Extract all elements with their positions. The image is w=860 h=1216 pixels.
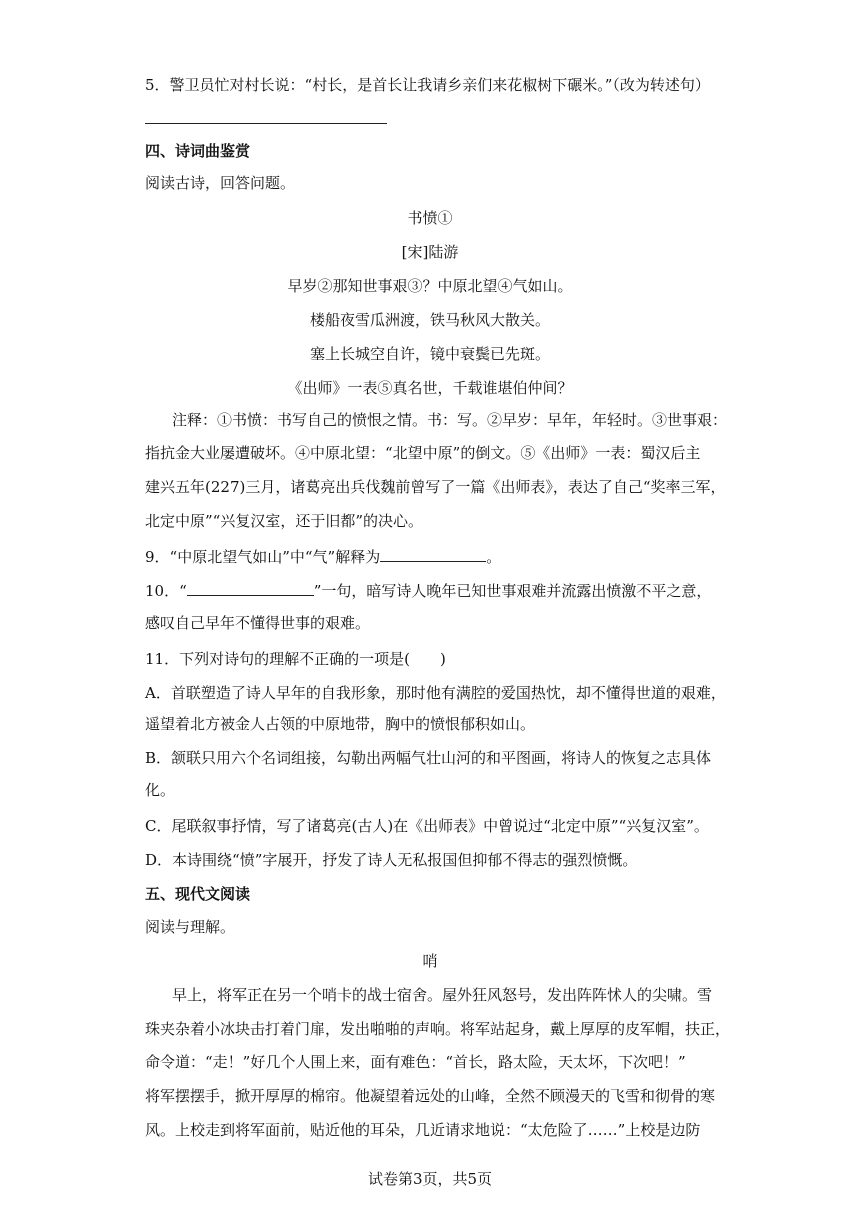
- article-line: 命令道：“走！”好几个人围上来，面有难色：“首长，路太险，天太坏，下次吧！”: [145, 1053, 686, 1071]
- question-5: 5．警卫员忙对村长说：“村长，是首长让我请乡亲们来花椒树下碾米。”（改为转述句）: [145, 76, 710, 94]
- option-b-continued: 化。: [145, 781, 176, 799]
- section-5-instruction: 阅读与理解。: [145, 918, 236, 936]
- question-10-text: ”一句，暗写诗人晚年已知世事艰难并流露出愤激不平之意，: [313, 582, 712, 600]
- poem-title: 书愤①: [407, 209, 453, 227]
- question-9: [145, 546, 501, 568]
- question-10-prefix: 10．“: [145, 582, 187, 600]
- section-5-title: 五、现代文阅读: [145, 885, 251, 903]
- page-footer: 试卷第3页，共5页: [367, 1170, 493, 1188]
- question-9-end: 。: [486, 548, 502, 566]
- poem-note-line: 北定中原”“兴复汉室，还于旧都”的决心。: [145, 512, 424, 530]
- article-line: 将军摆摆手，掀开厚厚的棉帘。他凝望着远处的山峰，全然不顾漫天的飞雪和彻骨的寒: [145, 1087, 716, 1105]
- article-title: 哨: [422, 952, 438, 970]
- section-4-instruction: 阅读古诗，回答问题。: [145, 174, 296, 192]
- answer-blank-10[interactable]: [187, 580, 314, 596]
- question-10: [145, 580, 711, 602]
- poem-author: [宋]陆游: [401, 243, 459, 261]
- poem-note-line: 注释：①书愤：书写自己的愤恨之情。书：写。②早岁：早年，年轻时。③世事艰：: [172, 411, 728, 429]
- poem-note-line: 建兴五年(227)三月，诸葛亮出兵伐魏前曾写了一篇《出师表》，表达了自己“奖率三军，: [145, 478, 726, 496]
- answer-line-5: [145, 123, 387, 124]
- poem-line: 楼船夜雪瓜洲渡，铁马秋风大散关。: [309, 311, 550, 329]
- option-d: D．本诗围绕“愤”字展开，抒发了诗人无私报国但抑郁不得志的强烈愤慨。: [145, 851, 638, 869]
- option-a: A．首联塑造了诗人早年的自我形象，那时他有满腔的爱国热忱，却不懂得世道的艰难，: [145, 684, 726, 702]
- poem-note-line: 指抗金大业屡遭破坏。④中原北望：“北望中原”的倒文。⑤《出师》一表：蜀汉后主: [145, 444, 701, 462]
- section-4-title: 四、诗词曲鉴赏: [145, 142, 251, 160]
- option-c: C．尾联叙事抒情，写了诸葛亮(古人)在《出师表》中曾说过“北定中原”“兴复汉室”。: [145, 817, 709, 835]
- question-10-line-2: 感叹自己早年不懂得世事的艰难。: [145, 614, 371, 632]
- poem-line: 塞上长城空自许，镜中衰鬓已先斑。: [309, 345, 550, 363]
- question-9-text: 9．“中原北望气如山”中“气”解释为: [145, 548, 381, 566]
- article-line: 珠夹杂着小冰块击打着门扉，发出啪啪的声响。将军站起身，戴上厚厚的皮军帽，扶正，: [145, 1020, 731, 1038]
- article-line: 风。上校走到将军面前，贴近他的耳朵，几近请求地说：“太危险了……”上校是边防: [145, 1121, 701, 1139]
- article-line: 早上，将军正在另一个哨卡的战士宿舍。屋外狂风怒号，发出阵阵怵人的尖啸。雪: [172, 986, 713, 1004]
- poem-line: 《出师》一表⑤真名世，千载谁堪伯仲间？: [287, 379, 573, 397]
- question-11: 11．下列对诗句的理解不正确的一项是( ): [145, 650, 446, 668]
- answer-blank-9[interactable]: [380, 546, 486, 562]
- option-b: B．颔联只用六个名词组接，勾勒出两幅气壮山河的和平图画，将诗人的恢复之志具体: [145, 749, 712, 767]
- option-a-continued: 遥望着北方被金人占领的中原地带，胸中的愤恨郁积如山。: [145, 715, 536, 733]
- poem-line: 早岁②那知世事艰③？中原北望④气如山。: [287, 277, 573, 295]
